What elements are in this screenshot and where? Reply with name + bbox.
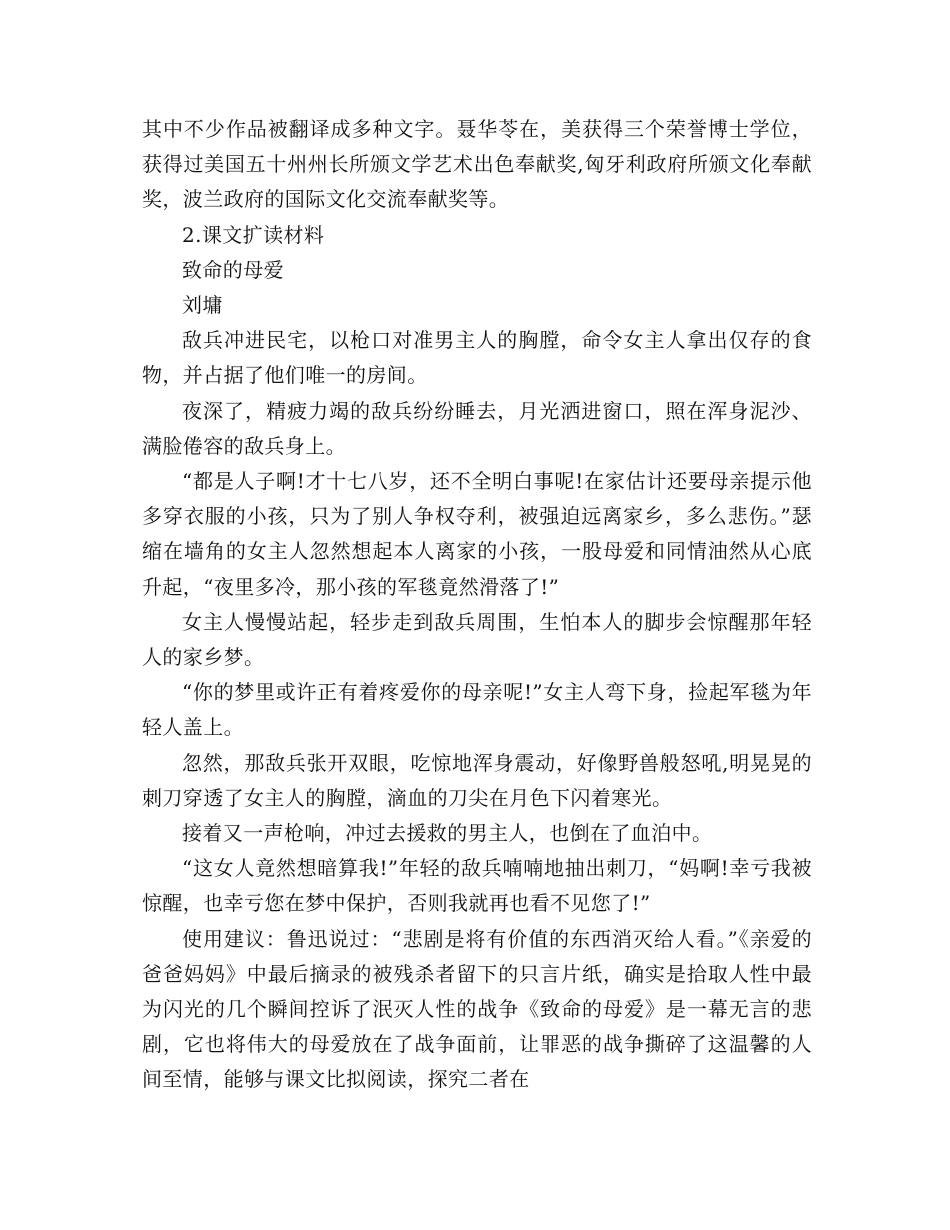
paragraph: 敌兵冲进民宅，以枪口对准男主人的胸膛，命令女主人拿出仅存的食物，并占据了他们唯一的房间。 bbox=[142, 328, 812, 388]
paragraph: 女主人慢慢站起，轻步走到敌兵周围，生怕本人的脚步会惊醒那年轻人的家乡梦。 bbox=[142, 609, 812, 670]
article-author: 刘墉 bbox=[182, 293, 223, 318]
paragraph: “都是人子啊!才十七八岁，还不全明白事呢!在家估计还要母亲提示他多穿衣服的小孩，只为了别人争权夺利，被强迫远离家乡，多么悲伤。”瑟缩在墙角的女主人忽然想起本人离家的小孩，一股母爱和同情油然从心底升起，“夜里多冷，那小孩的军毯竟然滑落了!” bbox=[142, 469, 812, 599]
paragraph: 接着又一声枪响，冲过去援救的男主人，也倒在了血泊中。 bbox=[182, 821, 713, 846]
document-page bbox=[142, 112, 812, 1098]
usage-suggestion-paragraph: 使用建议：鲁迅说过：“悲剧是将有价值的东西消灭给人看。”《亲爱的爸爸妈妈》中最后摘录的被残杀者留下的只言片纸，确实是拾取人性中最为闪光的几个瞬间控诉了泯灭人性的战争《致命的母爱》是一幕无言的悲剧，它也将伟大的母爱放在了战争面前，让罪恶的战争撕碎了这温馨的人间至情，能够与课文比拟阅读，探究二者在 bbox=[142, 926, 812, 1092]
paragraph-continuation: 其中不少作品被翻译成多种文字。聂华苓在，美获得三个荣誉博士学位，获得过美国五十州州长所颁文学艺术出色奉献奖,匈牙利政府所颁文化奉献奖，波兰政府的国际文化交流奉献奖等。 bbox=[142, 117, 812, 212]
article-title: 致命的母爱 bbox=[182, 257, 284, 282]
section-heading: 2.课文扩读材料 bbox=[182, 222, 325, 247]
paragraph: 夜深了，精疲力竭的敌兵纷纷睡去，月光洒进窗口，照在浑身泥沙、满脸倦容的敌兵身上。 bbox=[142, 398, 812, 458]
paragraph: “你的梦里或许正有着疼爱你的母亲呢!”女主人弯下身，捡起军毯为年轻人盖上。 bbox=[142, 680, 812, 740]
paragraph: 忽然，那敌兵张开双眼，吃惊地浑身震动，好像野兽般怒吼,明晃晃的刺刀穿透了女主人的胸膛，滴血的刀尖在月色下闪着寒光。 bbox=[142, 750, 812, 810]
paragraph: “这女人竟然想暗算我!”年轻的敌兵喃喃地抽出刺刀，“妈啊!幸亏我被惊醒，也幸亏您在梦中保护，否则我就再也看不见您了!” bbox=[142, 856, 812, 916]
